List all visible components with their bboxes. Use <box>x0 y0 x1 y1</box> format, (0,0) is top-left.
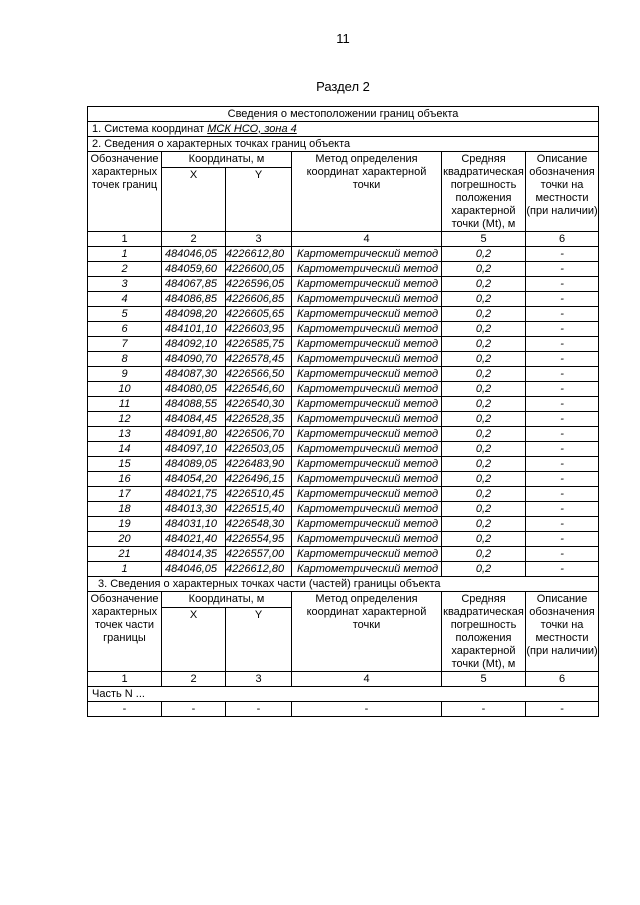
point-number: 13 <box>88 427 162 442</box>
method-value: Картометрический метод <box>292 247 442 262</box>
coord-system-value: МСК НСО, зона 4 <box>207 122 297 135</box>
description-value: - <box>526 472 599 487</box>
header3-error: Средняя квадратическая погрешность положения характерной точки (Mt), м <box>443 593 524 670</box>
col-number: 3 <box>226 672 292 687</box>
coordinate-y: 4226554,95 <box>226 532 292 547</box>
col-number: 1 <box>88 672 162 687</box>
mt-error-value: 0,2 <box>442 472 526 487</box>
description-value: - <box>526 442 599 457</box>
point-number: 1 <box>88 247 162 262</box>
coordinate-x: 484092,10 <box>162 337 226 352</box>
description-value: - <box>526 292 599 307</box>
point-row <box>88 412 599 427</box>
mt-error-value: 0,2 <box>442 337 526 352</box>
description-value: - <box>526 532 599 547</box>
mt-error-value: 0,2 <box>442 562 526 577</box>
point-row <box>88 547 599 562</box>
col-number: 1 <box>88 232 162 247</box>
mt-error-value: 0,2 <box>442 247 526 262</box>
point-row <box>88 382 599 397</box>
empty-cell: - <box>292 702 442 717</box>
empty-cell: - <box>442 702 526 717</box>
coordinate-x: 484013,30 <box>162 502 226 517</box>
mt-error-value: 0,2 <box>442 457 526 472</box>
coordinate-x: 484031,10 <box>162 517 226 532</box>
description-value: - <box>526 262 599 277</box>
point-number: 1 <box>88 562 162 577</box>
header-method: Метод определения координат характерной точки <box>292 152 442 232</box>
point-row <box>88 247 599 262</box>
mt-error-value: 0,2 <box>442 307 526 322</box>
coordinate-y: 4226548,30 <box>226 517 292 532</box>
boundary-points-table <box>87 106 599 717</box>
mt-error-value: 0,2 <box>442 352 526 367</box>
part-row <box>88 687 599 702</box>
section-heading: Раздел 2 <box>316 79 370 94</box>
section2-title: 2. Сведения о характерных точках границ объекта <box>88 137 599 152</box>
point-number: 19 <box>88 517 162 532</box>
method-value: Картометрический метод <box>292 352 442 367</box>
point-number: 18 <box>88 502 162 517</box>
coordinate-y: 4226578,45 <box>226 352 292 367</box>
point-number: 8 <box>88 352 162 367</box>
point-number: 17 <box>88 487 162 502</box>
mt-error-value: 0,2 <box>442 427 526 442</box>
section3-title-row <box>88 577 599 592</box>
description-value: - <box>526 382 599 397</box>
point-row <box>88 397 599 412</box>
point-number: 5 <box>88 307 162 322</box>
description-value: - <box>526 352 599 367</box>
coordinate-y: 4226506,70 <box>226 427 292 442</box>
col-number: 4 <box>292 672 442 687</box>
method-value: Картометрический метод <box>292 367 442 382</box>
empty-values-row <box>88 702 599 717</box>
method-value: Картометрический метод <box>292 292 442 307</box>
header-row-1 <box>88 152 599 168</box>
coordinate-y: 4226546,60 <box>226 382 292 397</box>
coordinate-x: 484098,20 <box>162 307 226 322</box>
method-value: Картометрический метод <box>292 397 442 412</box>
coordinate-x: 484084,45 <box>162 412 226 427</box>
point-row <box>88 262 599 277</box>
table-title: Сведения о местоположении границ объекта <box>88 107 599 122</box>
col-number: 3 <box>226 232 292 247</box>
coordinate-y: 4226503,05 <box>226 442 292 457</box>
description-value: - <box>526 427 599 442</box>
header3-x: X <box>162 608 226 672</box>
method-value: Картометрический метод <box>292 337 442 352</box>
coordinate-x: 484088,55 <box>162 397 226 412</box>
col-number: 4 <box>292 232 442 247</box>
point-row <box>88 442 599 457</box>
point-row <box>88 562 599 577</box>
coordinate-y: 4226596,05 <box>226 277 292 292</box>
col-number: 5 <box>442 232 526 247</box>
coordinate-x: 484090,70 <box>162 352 226 367</box>
mt-error-value: 0,2 <box>442 382 526 397</box>
coordinate-y: 4226600,05 <box>226 262 292 277</box>
description-value: - <box>526 247 599 262</box>
mt-error-value: 0,2 <box>442 487 526 502</box>
coordinate-x: 484021,40 <box>162 532 226 547</box>
description-value: - <box>526 562 599 577</box>
mt-error-value: 0,2 <box>442 322 526 337</box>
method-value: Картометрический метод <box>292 277 442 292</box>
coordinate-y: 4226612,80 <box>226 562 292 577</box>
description-value: - <box>526 412 599 427</box>
description-value: - <box>526 322 599 337</box>
description-value: - <box>526 277 599 292</box>
point-number: 15 <box>88 457 162 472</box>
coordinate-y: 4226540,30 <box>226 397 292 412</box>
coordinate-y: 4226603,95 <box>226 322 292 337</box>
point-row <box>88 277 599 292</box>
header-x: X <box>162 168 226 232</box>
description-value: - <box>526 547 599 562</box>
point-number: 6 <box>88 322 162 337</box>
coordinate-x: 484067,85 <box>162 277 226 292</box>
mt-error-value: 0,2 <box>442 412 526 427</box>
header-description: Описание обозначения точки на местности (при наличии) <box>526 152 599 232</box>
method-value: Картометрический метод <box>292 517 442 532</box>
coordinate-x: 484054,20 <box>162 472 226 487</box>
mt-error-value: 0,2 <box>442 502 526 517</box>
method-value: Картометрический метод <box>292 457 442 472</box>
description-value: - <box>526 307 599 322</box>
mt-error-value: 0,2 <box>442 262 526 277</box>
point-row <box>88 487 599 502</box>
point-number: 3 <box>88 277 162 292</box>
description-value: - <box>526 367 599 382</box>
point-number: 9 <box>88 367 162 382</box>
empty-cell: - <box>226 702 292 717</box>
coordinate-x: 484101,10 <box>162 322 226 337</box>
coordinate-y: 4226528,35 <box>226 412 292 427</box>
coordinate-y: 4226605,65 <box>226 307 292 322</box>
coordinate-y: 4226566,50 <box>226 367 292 382</box>
coordinate-x: 484089,05 <box>162 457 226 472</box>
description-value: - <box>526 457 599 472</box>
header3-coordinates: Координаты, м <box>162 592 292 608</box>
coordinate-x: 484046,05 <box>162 247 226 262</box>
point-number: 14 <box>88 442 162 457</box>
point-number: 12 <box>88 412 162 427</box>
mt-error-value: 0,2 <box>442 442 526 457</box>
point-row <box>88 517 599 532</box>
coordinate-y: 4226510,45 <box>226 487 292 502</box>
point-row <box>88 322 599 337</box>
coordinate-x: 484014,35 <box>162 547 226 562</box>
part-label: Часть N ... <box>88 687 599 702</box>
column-numbering-row-3 <box>88 672 599 687</box>
header-error: Средняя квадратическая погрешность положения характерной точки (Mt), м <box>443 153 524 230</box>
empty-cell: - <box>162 702 226 717</box>
point-row <box>88 352 599 367</box>
mt-error-value: 0,2 <box>442 532 526 547</box>
empty-cell: - <box>88 702 162 717</box>
mt-error-value: 0,2 <box>442 397 526 412</box>
mt-error-value: 0,2 <box>442 547 526 562</box>
mt-error-value: 0,2 <box>442 277 526 292</box>
method-value: Картометрический метод <box>292 547 442 562</box>
point-number: 7 <box>88 337 162 352</box>
method-value: Картометрический метод <box>292 412 442 427</box>
coordinate-y: 4226557,00 <box>226 547 292 562</box>
table-head-section <box>88 107 599 247</box>
header3-designation: Обозначение характерных точек части границы <box>88 592 162 672</box>
point-number: 16 <box>88 472 162 487</box>
point-row <box>88 472 599 487</box>
description-value: - <box>526 487 599 502</box>
point-number: 2 <box>88 262 162 277</box>
coordinate-x: 484059,60 <box>162 262 226 277</box>
coordinate-x: 484021,75 <box>162 487 226 502</box>
coord-system-row <box>88 122 599 137</box>
point-number: 21 <box>88 547 162 562</box>
coordinate-y: 4226515,40 <box>226 502 292 517</box>
mt-error-value: 0,2 <box>442 367 526 382</box>
method-value: Картометрический метод <box>292 442 442 457</box>
header-designation: Обозначение характерных точек границ <box>88 152 162 232</box>
mt-error-value: 0,2 <box>442 517 526 532</box>
coordinate-y: 4226585,75 <box>226 337 292 352</box>
header-coordinates: Координаты, м <box>162 152 292 168</box>
description-value: - <box>526 517 599 532</box>
point-number: 20 <box>88 532 162 547</box>
point-row <box>88 532 599 547</box>
col-number: 6 <box>526 232 599 247</box>
point-row <box>88 292 599 307</box>
table-tail-section <box>88 577 599 717</box>
coordinate-x: 484097,10 <box>162 442 226 457</box>
header-y: Y <box>226 168 292 232</box>
header3-y: Y <box>226 608 292 672</box>
col-number: 5 <box>442 672 526 687</box>
point-row <box>88 457 599 472</box>
col-number: 6 <box>526 672 599 687</box>
col-number: 2 <box>162 672 226 687</box>
coordinate-x: 484080,05 <box>162 382 226 397</box>
page-number: 11 <box>336 31 350 46</box>
coordinate-x: 484086,85 <box>162 292 226 307</box>
method-value: Картометрический метод <box>292 427 442 442</box>
empty-cell: - <box>526 702 599 717</box>
coordinate-y: 4226483,90 <box>226 457 292 472</box>
method-value: Картометрический метод <box>292 502 442 517</box>
section2-title-row <box>88 137 599 152</box>
description-value: - <box>526 337 599 352</box>
coord-system-cell <box>88 122 599 137</box>
description-value: - <box>526 397 599 412</box>
header3-method: Метод определения координат характерной точки <box>292 592 442 672</box>
point-number: 4 <box>88 292 162 307</box>
coordinate-y: 4226606,85 <box>226 292 292 307</box>
method-value: Картометрический метод <box>292 322 442 337</box>
method-value: Картометрический метод <box>292 472 442 487</box>
coordinate-y: 4226496,15 <box>226 472 292 487</box>
section3-title: 3. Сведения о характерных точках части (частей) границы объекта <box>88 577 599 592</box>
method-value: Картометрический метод <box>292 382 442 397</box>
header3-description: Описание обозначения точки на местности (при наличии) <box>526 592 599 672</box>
coordinate-x: 484087,30 <box>162 367 226 382</box>
table-title-row <box>88 107 599 122</box>
coord-system-prefix: 1. Система координат <box>92 122 208 135</box>
description-value: - <box>526 502 599 517</box>
coordinate-x: 484091,80 <box>162 427 226 442</box>
col-number: 2 <box>162 232 226 247</box>
coordinate-x: 484046,05 <box>162 562 226 577</box>
points-rows <box>88 247 599 577</box>
coordinate-y: 4226612,80 <box>226 247 292 262</box>
point-number: 11 <box>88 397 162 412</box>
point-row <box>88 427 599 442</box>
point-number: 10 <box>88 382 162 397</box>
mt-error-value: 0,2 <box>442 292 526 307</box>
header3-row-1 <box>88 592 599 608</box>
point-row <box>88 502 599 517</box>
point-row <box>88 307 599 322</box>
method-value: Картометрический метод <box>292 487 442 502</box>
method-value: Картометрический метод <box>292 307 442 322</box>
point-row <box>88 367 599 382</box>
method-value: Картометрический метод <box>292 532 442 547</box>
point-row <box>88 337 599 352</box>
page-content <box>87 0 599 717</box>
method-value: Картометрический метод <box>292 562 442 577</box>
column-numbering-row <box>88 232 599 247</box>
method-value: Картометрический метод <box>292 262 442 277</box>
